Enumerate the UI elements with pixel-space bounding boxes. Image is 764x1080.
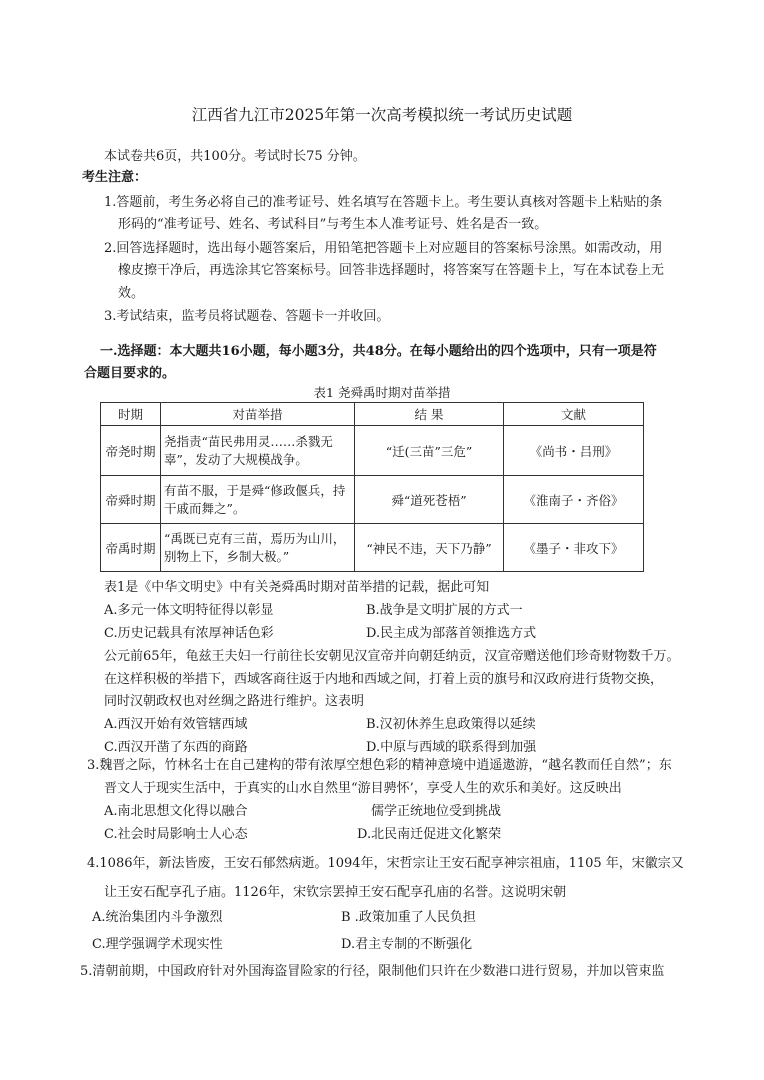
cell-period: 帝舜时期 xyxy=(101,476,161,524)
notice-1-line-1: 1.答题前，考生务必将自己的准考证号、姓名填写在答题卡上。考生要认真核对答题卡上粘贴的条 xyxy=(104,195,663,210)
q2-option-d: D.中原与西域的联系得到加强 xyxy=(366,740,537,755)
table-row xyxy=(101,476,644,524)
notice-1-line-2: 形码的“准考证号、姓名、考试科目”与考生本人准考证号、姓名是否一致。 xyxy=(118,217,548,232)
q4-option-d: D.君主专制的不断强化 xyxy=(341,937,473,952)
cell-source: 《淮南子・齐俗》 xyxy=(504,476,644,524)
notice-2-line-3: 效。 xyxy=(118,286,145,301)
cell-result: “神民不违，天下乃静” xyxy=(355,524,504,572)
q3-option-d: D.北民南迁促进文化繁荣 xyxy=(357,827,502,842)
q4-option-a: A.统治集团内斗争激烈 xyxy=(92,910,223,925)
cell-measure: “禹既已克有三苗，焉历为山川，别物上下，乡制大极。” xyxy=(161,524,355,572)
q3-stem-line-1: 3.魏晋之际，竹林名士在自己建构的带有浓厚空想色彩的精神意境中逍遥遨游，“越名教而任自然”；东 xyxy=(87,758,672,773)
cell-result: “迁(三苗”三危” xyxy=(355,426,504,476)
section-1-heading-line-1: 一.选择题：本大题共16小题，每小题3分，共48分。在每小题给出的四个选项中，只有一项是符 xyxy=(100,344,657,359)
header-measure: 对苗举措 xyxy=(161,403,355,426)
table-header-row xyxy=(101,403,644,426)
q3-option-a: A.南北思想文化得以融合 xyxy=(104,804,248,819)
page-title: 江西省九江市2025年第一次高考模拟统一考试历史试题 xyxy=(191,106,573,124)
notice-3-line-1: 3.考试结束，监考员将试题卷、答题卡一并收回。 xyxy=(104,309,390,324)
q3-stem-line-2: 晋文人于现实生活中，于真实的山水自然里“游目骋怀’，享受人生的欢乐和美好。这反映出 xyxy=(104,781,622,796)
cell-result: 舜“道死苍梧” xyxy=(355,476,504,524)
q2-option-b: B.汉初休养生息政策得以延续 xyxy=(366,717,536,732)
header-period: 时期 xyxy=(101,403,161,426)
q4-option-c: C.理学强调学术现实性 xyxy=(92,937,223,952)
cell-source: 《尚书・吕刑》 xyxy=(504,426,644,476)
cell-measure: 有苗不服，于是舜“修政偃兵，持干戚而舞之”。 xyxy=(161,476,355,524)
notice-2-line-2: 橡皮擦干净后，再选涂其它答案标号。回答非选择题时，将答案写在答题卡上，写在本试卷上无 xyxy=(118,263,665,278)
table-row xyxy=(101,426,644,476)
q2-option-a: A.西汉开始有效管辖西域 xyxy=(104,717,248,732)
q2-option-c: C.西汉开凿了东西的商路 xyxy=(104,740,248,755)
q5-stem-line-1: 5.清朝前期，中国政府针对外国海盗冒险家的行径，限制他们只许在少数港口进行贸易，并加以管束监 xyxy=(80,964,665,979)
table-row xyxy=(101,524,644,572)
q4-option-b: B .政策加重了人民负担 xyxy=(341,910,476,925)
q1-stem: 表1是《中华文明史》中有关尧舜禹时期对苗举措的记载，据此可知 xyxy=(104,580,490,595)
q1-option-a: A.多元一体文明特征得以彰显 xyxy=(104,603,274,618)
cell-source: 《墨子・非攻下》 xyxy=(504,524,644,572)
cell-measure: 尧指责“苗民弗用灵……杀戮无辜”，发动了大规模战争。 xyxy=(161,426,355,476)
q3-option-b: 儒学正统地位受到挑战 xyxy=(371,804,502,819)
q2-stem-line-1: 公元前65年，龟兹王夫妇一行前往长安朝见汉宣帝并向朝廷纳贡，汉宣帝赠送他们珍奇财物数千万。 xyxy=(104,649,680,664)
table-1 xyxy=(100,402,644,572)
q1-option-b: B.战争是文明扩展的方式一 xyxy=(366,603,523,618)
cell-period: 帝禹时期 xyxy=(101,524,161,572)
exam-intro: 本试卷共6页，共100分。考试时长75 分钟。 xyxy=(104,149,366,164)
cell-period: 帝尧时期 xyxy=(101,426,161,476)
q2-stem-line-2: 在这样积极的举措下，西域客商往返于内地和西域之间，打着上贡的旗号和汉政府进行货物交换， xyxy=(104,672,664,687)
notice-2-line-1: 2.回答选择题时，选出每小题答案后，用铅笔把答题卡上对应题目的答案标号涂黑。如需改动，用 xyxy=(104,241,663,256)
q2-stem-line-3: 同时汉朝政权也对丝绸之路进行维护。这表明 xyxy=(104,694,365,709)
section-1-heading-line-2: 合题目要求的。 xyxy=(84,366,176,381)
header-source: 文献 xyxy=(504,403,644,426)
q4-stem-line-2: 让王安石配享孔子庙。1126年，宋钦宗罢掉王安石配享孔庙的名誉。这说明宋朝 xyxy=(104,885,567,900)
q4-stem-line-1: 4.1086年，新法皆废，王安石郁然病逝。1094年，宋哲宗让王安石配享神宗祖庙，1105 年，宋徽宗又 xyxy=(87,856,684,871)
q1-option-c: C.历史记载具有浓厚神话色彩 xyxy=(104,626,274,641)
q3-option-c: C.社会时局影响士人心态 xyxy=(104,827,248,842)
header-result: 结 果 xyxy=(355,403,504,426)
q1-option-d: D.民主成为部落首领推选方式 xyxy=(366,626,537,641)
table-1-caption: 表1 尧舜禹时期对苗举措 xyxy=(313,385,451,400)
notice-heading: 考生注意： xyxy=(82,170,148,185)
